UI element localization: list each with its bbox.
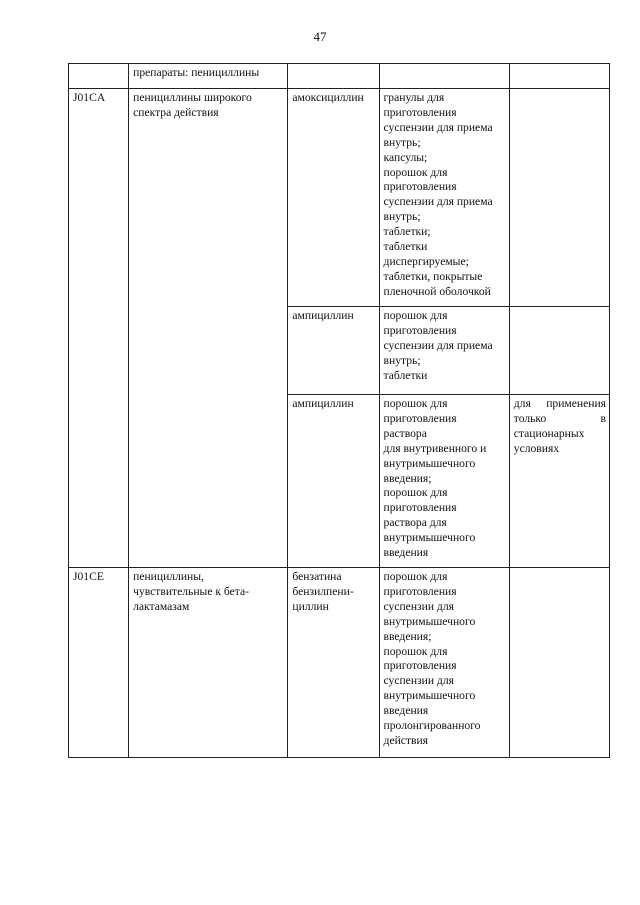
dosage-form-line: введения	[383, 704, 429, 718]
atc-code-cell	[69, 64, 129, 89]
dosage-form-line: внутримышечного	[383, 614, 476, 628]
atc-code-cell: J01CE	[69, 568, 129, 758]
inn-line: циллин	[292, 599, 329, 613]
inn-line: бензатина	[292, 570, 342, 583]
dosage-form-line: раствора	[383, 426, 427, 440]
dosage-form-line: раствора для	[383, 516, 447, 530]
inn-cell: ампициллин	[288, 395, 379, 568]
note-line: стационарных	[513, 426, 585, 440]
dosage-form-line: порошок для	[383, 309, 448, 322]
inn-cell	[288, 568, 379, 758]
dosage-form-cell	[379, 568, 509, 758]
atc-code-cell: J01CA	[69, 89, 129, 568]
dosage-form-line: приготовления	[383, 659, 457, 673]
inn-cell: ампициллин	[288, 307, 379, 395]
dosage-form-line: введения;	[383, 629, 432, 643]
dosage-form-line: внутрь;	[383, 135, 421, 149]
dosage-form-line: приготовления	[383, 105, 457, 119]
dosage-form-line: действия	[383, 733, 429, 747]
dosage-form-line: приготовления	[383, 411, 457, 425]
table-row	[69, 89, 610, 307]
dosage-form-line: порошок для	[383, 570, 448, 583]
dosage-form-cell	[379, 395, 509, 568]
dosage-form-line: таблетки, покрытые	[383, 269, 483, 283]
note-line: только в	[513, 411, 606, 425]
dosage-form-line: суспензии для	[383, 674, 454, 688]
note-cell	[509, 568, 609, 758]
dosage-form-cell	[379, 89, 509, 307]
dosage-form-line: суспензии для приема	[383, 120, 493, 134]
dosage-form-line: таблетки	[383, 368, 428, 382]
note-cell	[509, 64, 609, 89]
dosage-form-line: диспергируемые;	[383, 254, 469, 268]
dosage-form-line: приготовления	[383, 323, 457, 337]
dosage-form-cell	[379, 64, 509, 89]
note-line: для применения	[513, 397, 606, 410]
dosage-form-line: порошок для	[383, 397, 448, 410]
dosage-form-line: порошок для	[383, 165, 448, 179]
dosage-form-line: пролонгированного	[383, 719, 481, 733]
group-cell: пенициллины, чувствительные к бета-лактамазам	[129, 568, 288, 758]
dosage-form-line: внутримышечного	[383, 531, 476, 545]
dosage-form-line: капсулы;	[383, 150, 428, 164]
dosage-form-line: гранулы для	[383, 91, 445, 104]
dosage-form-line: порошок для	[383, 486, 448, 500]
dosage-form-line: порошок для	[383, 644, 448, 658]
dosage-form-line: введения	[383, 546, 429, 560]
inn-cell: амоксициллин	[288, 89, 379, 307]
dosage-form-line: для внутривенного и	[383, 441, 487, 455]
table-row	[69, 64, 610, 89]
dosage-form-line: таблетки;	[383, 225, 431, 239]
dosage-form-line: внутримышечного	[383, 456, 476, 470]
note-cell	[509, 307, 609, 395]
dosage-form-line: внутрь;	[383, 210, 421, 224]
group-cell: препараты: пенициллины	[129, 64, 288, 89]
dosage-form-line: суспензии для	[383, 599, 454, 613]
inn-cell	[288, 64, 379, 89]
note-cell	[509, 89, 609, 307]
page-number: 47	[313, 29, 327, 44]
dosage-form-line: введения;	[383, 471, 432, 485]
dosage-form-line: пленочной оболочкой	[383, 284, 491, 298]
note-line: условиях	[513, 441, 560, 455]
table-row	[69, 568, 610, 758]
dosage-form-line: приготовления	[383, 180, 457, 194]
dosage-form-cell	[379, 307, 509, 395]
dosage-form-line: суспензии для приема	[383, 195, 493, 209]
dosage-form-line: внутримышечного	[383, 689, 476, 703]
inn-line: бензилпени-	[292, 584, 354, 598]
drug-table	[68, 63, 610, 758]
dosage-form-line: приготовления	[383, 501, 457, 515]
note-cell	[509, 395, 609, 568]
dosage-form-line: внутрь;	[383, 353, 421, 367]
dosage-form-line: приготовления	[383, 584, 457, 598]
group-cell: пенициллины широкого спектра действия	[129, 89, 288, 568]
dosage-form-line: таблетки	[383, 240, 428, 254]
dosage-form-line: суспензии для приема	[383, 338, 493, 352]
